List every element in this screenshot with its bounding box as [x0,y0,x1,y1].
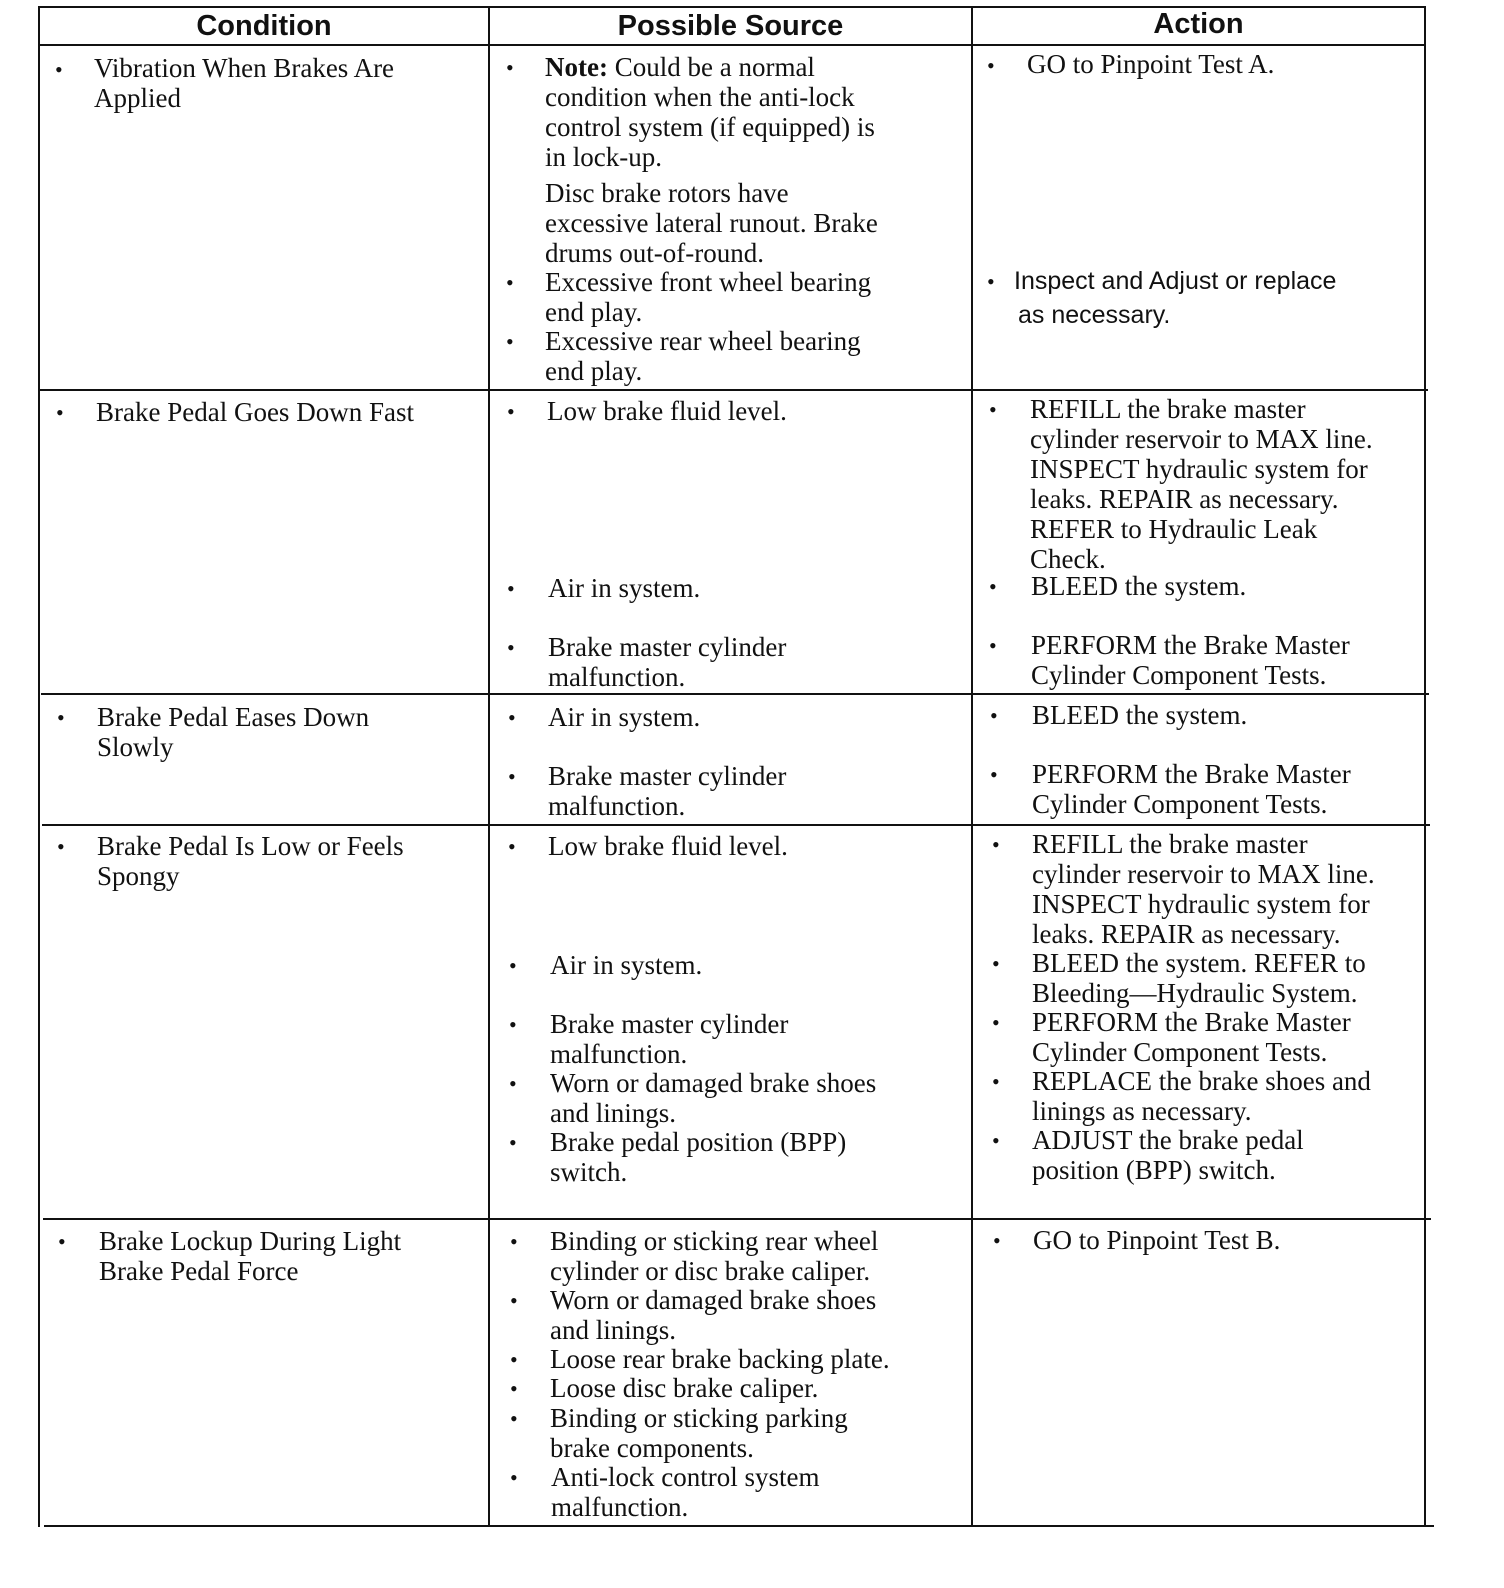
action-text: BLEED the system. [1032,700,1248,730]
source-text: Loose disc brake caliper. [550,1373,819,1403]
row-separator [41,693,1429,695]
bullet-icon: • [506,329,514,354]
condition-text: Brake Pedal Eases Down Slowly [97,702,370,762]
bullet-icon: • [510,1347,518,1372]
bullet-icon: • [507,576,515,601]
table-border-bottom [44,1525,1434,1527]
row-separator [42,824,1430,826]
header-separator [38,44,1426,46]
action-text: ADJUST the brake pedal position (BPP) switch. [1032,1125,1304,1185]
source-text: Low brake fluid level. [548,831,788,861]
action-text: REFILL the brake master cylinder reservoir to MAX line. INSPECT hydraulic system for leaks. REPAIR as necessary. REFER to Hydraulic Leak Check. [1030,394,1373,574]
bullet-icon: • [506,55,514,80]
table-border-right [1424,6,1426,1527]
action-text: BLEED the system. [1031,571,1247,601]
source-text: Worn or damaged brake shoes and linings. [550,1068,877,1128]
bullet-icon: • [987,269,995,294]
bullet-icon: • [989,574,997,599]
row-separator [43,1218,1431,1220]
source-text: Brake master cylinder malfunction. [550,1009,789,1069]
source-text: Excessive rear wheel bearing end play. [545,326,861,386]
bullet-icon: • [56,400,64,425]
source-text: Note: Could be a normal condition when the anti-lock control system (if equipped) is in lock-up. [545,52,875,172]
bullet-icon: • [510,1465,518,1490]
source-text: Brake master cylinder malfunction. [548,761,787,821]
bullet-icon: • [510,1288,518,1313]
source-text: Anti-lock control system malfunction. [551,1462,820,1522]
column-divider [488,6,490,1527]
bullet-icon: • [509,1130,517,1155]
bullet-icon: • [990,703,998,728]
bullet-icon: • [992,832,1000,857]
source-text: Loose rear brake backing plate. [550,1344,890,1374]
action-text: PERFORM the Brake Master Cylinder Component Tests. [1032,759,1351,819]
condition-text: Brake Lockup During Light Brake Pedal Force [99,1226,402,1286]
bullet-icon: • [992,1128,1000,1153]
bullet-icon: • [507,635,515,660]
source-text: Excessive front wheel bearing end play. [545,267,872,327]
condition-text: Brake Pedal Is Low or Feels Spongy [97,831,404,891]
action-text: REFILL the brake master cylinder reservoir to MAX line. INSPECT hydraulic system for leaks. REPAIR as necessary. [1032,829,1375,949]
bullet-icon: • [507,399,515,424]
bullet-icon: • [992,1069,1000,1094]
bullet-icon: • [509,1012,517,1037]
action-text: GO to Pinpoint Test A. [1027,49,1275,79]
action-text: PERFORM the Brake Master Cylinder Component Tests. [1031,630,1350,690]
bullet-icon: • [992,1010,1000,1035]
bullet-icon: • [993,1228,1001,1253]
source-text: Brake master cylinder malfunction. [548,632,787,692]
bullet-icon: • [992,951,1000,976]
table-border-left [38,6,40,1527]
action-text: PERFORM the Brake Master Cylinder Component Tests. [1032,1007,1351,1067]
source-text: Air in system. [548,573,701,603]
source-text: Worn or damaged brake shoes and linings. [550,1285,877,1345]
action-text: GO to Pinpoint Test B. [1033,1225,1281,1255]
source-text: Low brake fluid level. [547,396,787,426]
source-text: Binding or sticking parking brake components. [550,1403,848,1463]
condition-text: Brake Pedal Goes Down Fast [96,397,414,427]
bullet-icon: • [510,1406,518,1431]
action-text: REPLACE the brake shoes and linings as necessary. [1032,1066,1371,1126]
bullet-icon: • [55,57,63,82]
source-text: Binding or sticking rear wheel cylinder or disc brake caliper. [550,1226,879,1286]
column-divider [971,6,973,1527]
bullet-icon: • [990,762,998,787]
source-text: Brake pedal position (BPP) switch. [550,1127,847,1187]
bullet-icon: • [508,834,516,859]
bullet-icon: • [989,633,997,658]
bullet-icon: • [508,705,516,730]
bullet-icon: • [510,1376,518,1401]
action-text: Inspect and Adjust or replace as necessary. [1014,267,1337,329]
source-text: Air in system. [548,702,701,732]
header-condition: Condition [196,10,332,42]
bullet-icon: • [510,1229,518,1254]
action-text: BLEED the system. REFER to Bleeding—Hydraulic System. [1032,948,1366,1008]
bullet-icon: • [989,397,997,422]
source-text: Disc brake rotors have excessive lateral runout. Brake drums out-of-round. [545,178,878,268]
condition-text: Vibration When Brakes Are Applied [94,53,395,113]
bullet-icon: • [509,953,517,978]
bullet-icon: • [987,53,995,78]
bullet-icon: • [509,1071,517,1096]
header-possible-source: Possible Source [617,10,844,42]
bullet-icon: • [58,1229,66,1254]
bullet-icon: • [57,705,65,730]
row-separator [40,389,1428,391]
bullet-icon: • [508,764,516,789]
bullet-icon: • [506,270,514,295]
bullet-icon: • [57,834,65,859]
header-action: Action [1153,8,1244,40]
source-text: Air in system. [550,950,703,980]
